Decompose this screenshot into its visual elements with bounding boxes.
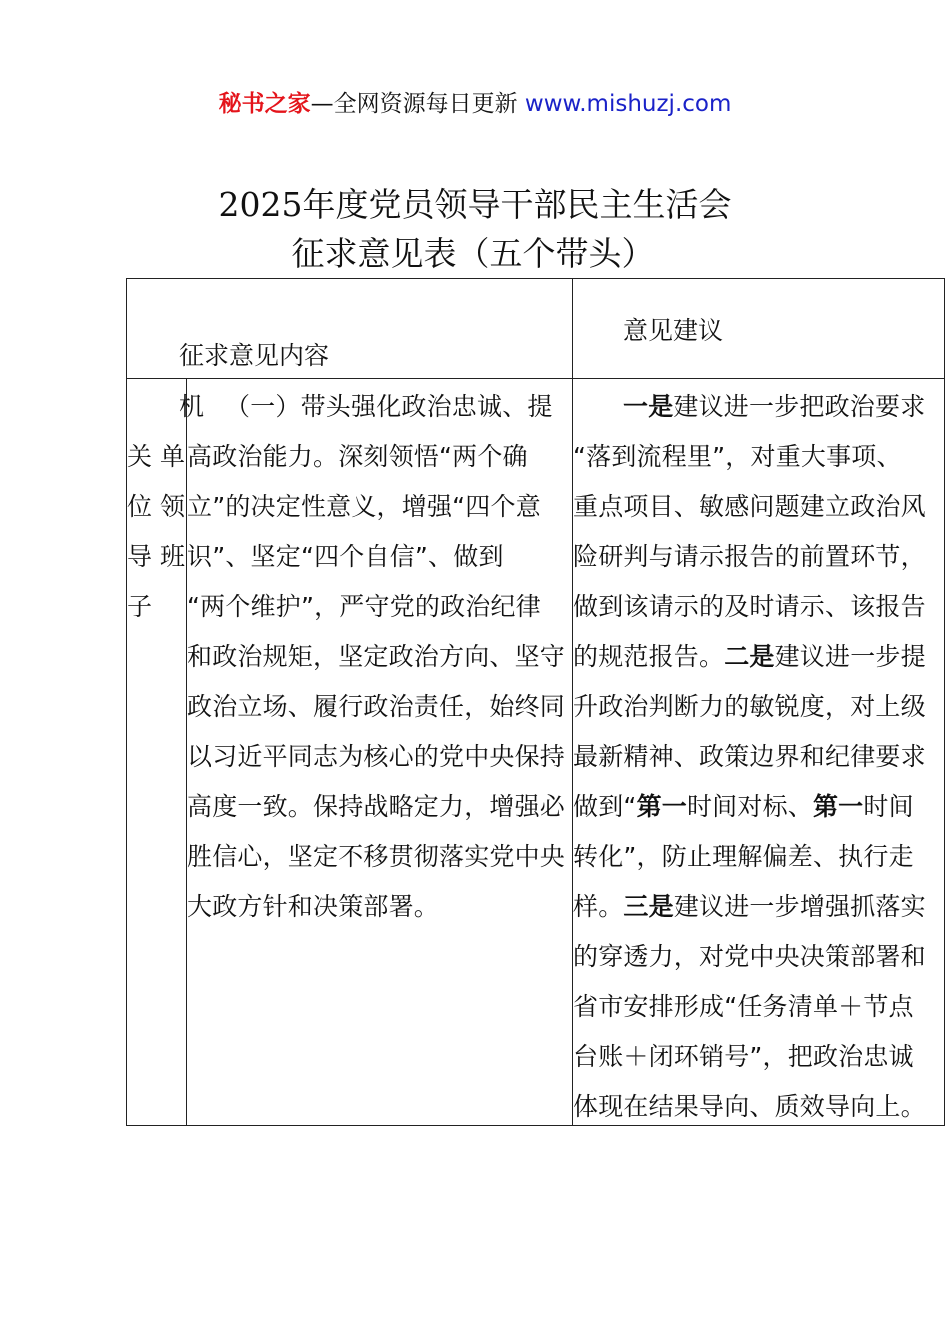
brand-name: 秘书之家 <box>218 91 311 117</box>
content-column-header: 征求意见内容 <box>179 341 330 370</box>
opinion-line: 体现在结果导向、质效导向上。 <box>573 1092 926 1121</box>
content-line: 和政治规矩，坚定政治方向、坚守 <box>187 642 566 671</box>
opinion-text: 的规范报告。 <box>573 642 725 671</box>
content-line: “两个维护”，严守党的政治纪律 <box>187 592 541 621</box>
opinion-line: 最新精神、政策边界和纪律要求 <box>573 742 926 771</box>
banner-tagline: —全网资源每日更新 <box>310 91 525 117</box>
content-line: 高度一致。保持战略定力，增强必 <box>187 792 566 821</box>
opinion-line <box>573 632 926 682</box>
point-one-label: 一是 <box>623 392 674 421</box>
emphasis-first: 第一 <box>636 792 687 821</box>
opinion-line: “落到流程里”，对重大事项、 <box>573 442 902 471</box>
content-line: 以习近平同志为核心的党中央保持 <box>187 742 566 771</box>
emphasis-first: 第一 <box>812 792 864 821</box>
document-title: 2025年度党员领导干部民主生活会 <box>218 185 732 224</box>
content-line: （一）带头强化政治忠诚、提 <box>225 392 553 421</box>
opinion-line: 省市安排形成“任务清单＋节点 <box>573 992 914 1021</box>
unit-line: 导 班 <box>127 542 185 571</box>
opinion-line: 的穿透力，对党中央决策部署和 <box>573 942 926 971</box>
opinion-text: 建议进一步把政治要求 <box>673 392 926 421</box>
opinion-line <box>573 882 926 932</box>
opinion-text: 做到“ <box>573 792 637 821</box>
opinion-line: 转化”，防止理解偏差、执行走 <box>573 842 914 871</box>
opinion-line: 险研判与请示报告的前置环节， <box>573 542 926 571</box>
opinion-text: 建议进一步增强抓落实 <box>673 892 926 921</box>
opinion-line: 做到该请示的及时请示、该报告 <box>573 592 926 621</box>
unit-line: 机 <box>179 392 205 421</box>
opinion-text: 样。 <box>573 892 624 921</box>
opinion-table <box>126 278 945 1126</box>
content-line: 胜信心，坚定不移贯彻落实党中央 <box>187 842 566 871</box>
point-three-label: 三是 <box>623 892 674 921</box>
content-line: 高政治能力。深刻领悟“两个确 <box>187 442 528 471</box>
opinion-text: 建议进一步提 <box>774 642 926 671</box>
opinion-line <box>623 382 925 432</box>
point-two-label: 二是 <box>724 642 775 671</box>
document-subtitle: 征求意见表（五个带头） <box>291 234 655 273</box>
unit-line: 位 领 <box>127 492 185 521</box>
opinion-line: 升政治判断力的敏锐度，对上级 <box>573 692 926 721</box>
site-url-link[interactable]: www.mishuzj.com <box>524 91 732 117</box>
unit-line: 子 <box>127 592 153 621</box>
content-line: 立”的决定性意义，增强“四个意 <box>187 492 541 521</box>
opinion-text: 时间对标、 <box>686 792 813 821</box>
site-banner <box>0 88 950 120</box>
content-line: 识”、坚定“四个自信”、做到 <box>187 542 504 571</box>
opinion-line: 台账＋闭环销号”，把政治忠诚 <box>573 1042 914 1071</box>
opinion-text: 时间 <box>863 792 914 821</box>
content-line: 政治立场、履行政治责任，始终同 <box>187 692 566 721</box>
opinion-column-header: 意见建议 <box>623 316 724 345</box>
unit-line: 关 单 <box>127 442 185 471</box>
content-line: 大政方针和决策部署。 <box>187 892 440 921</box>
opinion-line <box>573 782 914 832</box>
opinion-line: 重点项目、敏感问题建立政治风 <box>573 492 926 521</box>
